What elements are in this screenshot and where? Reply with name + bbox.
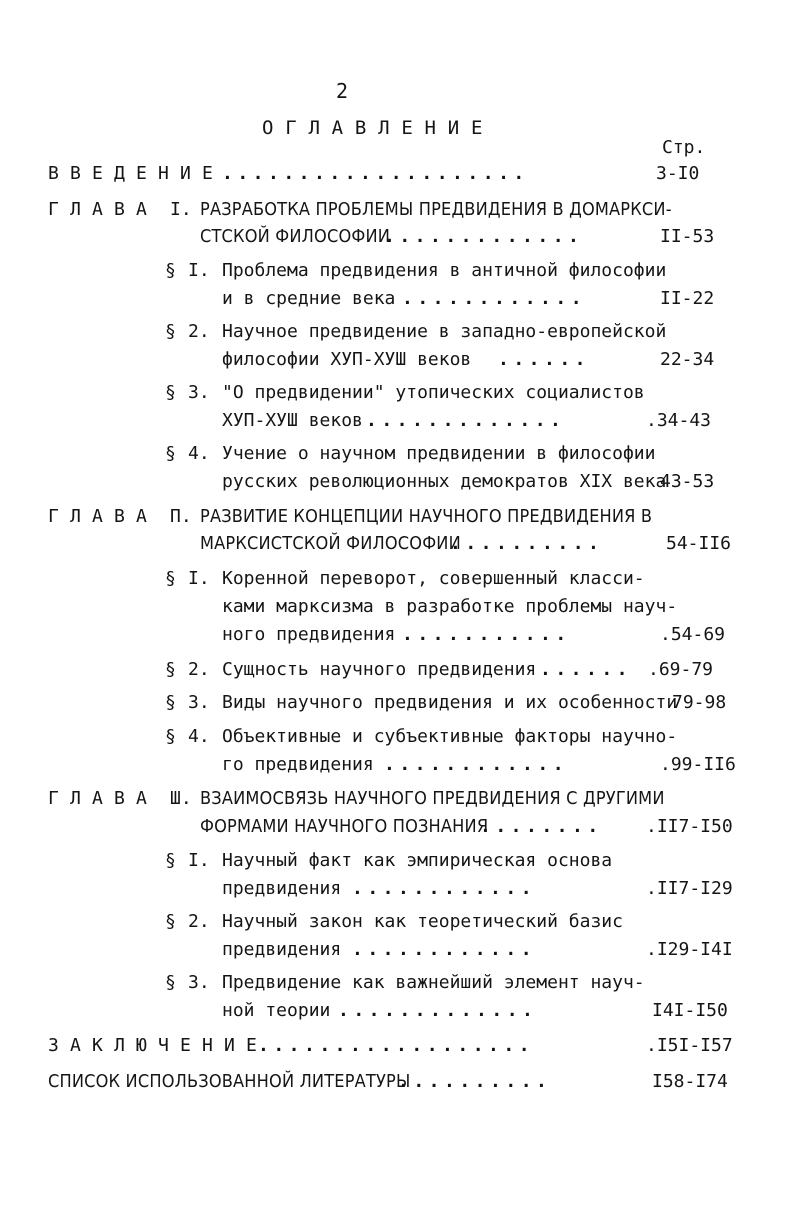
page-range: 3-I0 (656, 163, 700, 184)
section-sign: § (165, 443, 176, 464)
leader-dots: .................. (258, 1035, 535, 1056)
section-title: "О предвидении" утопических социалистов (222, 382, 645, 403)
section-sign: § (165, 972, 176, 993)
chapter-label: ГЛАВА (48, 199, 158, 220)
section-title-cont: предвидения (222, 939, 342, 960)
leader-dots: ............ (352, 939, 537, 960)
page-range: II-22 (660, 288, 715, 309)
chapter-label: ГЛАВА (48, 788, 158, 809)
section-title: Сущность научного предвидения (222, 659, 537, 680)
section-sign: § (165, 911, 176, 932)
chapter-number: I. (170, 199, 192, 220)
leader-dots: ............ (352, 878, 537, 899)
leader-dots: ............ (384, 754, 569, 775)
section-title-cont: предвидения (222, 878, 342, 899)
section-sign: § (165, 692, 176, 713)
leader-dots: ...... (498, 349, 591, 370)
bibliography-label: СПИСОК ИСПОЛЬЗОВАННОЙ ЛИТЕРАТУРЫ (48, 1071, 411, 1092)
section-number: 4. (188, 726, 210, 747)
section-title-cont: русских революционных демократов XIX века (222, 471, 667, 492)
leader-dots: ............. (338, 1000, 538, 1021)
page-range: 54-II6 (666, 533, 732, 554)
conclusion-label: ЗАКЛЮЧЕНИЕ (48, 1035, 268, 1056)
section-number: 2. (188, 659, 210, 680)
page-range: .99-II6 (660, 754, 736, 775)
section-title-cont: философии ХУП-ХУШ веков (222, 349, 472, 370)
section-title-cont: ками марксизма в разработке проблемы науч- (222, 596, 678, 617)
section-title: Коренной переворот, совершенный класси- (222, 568, 645, 589)
section-number: I. (188, 260, 210, 281)
page-range: .34-43 (646, 410, 712, 431)
section-sign: § (165, 726, 176, 747)
section-title: Предвидение как важнейший элемент науч- (222, 972, 645, 993)
section-title: Научный закон как теоретический базис (222, 911, 623, 932)
page-range: .II7-I29 (646, 878, 733, 899)
section-sign: § (165, 659, 176, 680)
leader-dots: .......... (450, 533, 604, 554)
section-title-cont: и в средние века (222, 288, 396, 309)
chapter-label: ГЛАВА (48, 506, 158, 527)
chapter-title-cont: МАРКСИСТСКОЙ ФИЛОСОФИИ (200, 533, 461, 554)
section-number: 2. (188, 321, 210, 342)
section-title: Объективные и субъективные факторы научно- (222, 726, 678, 747)
section-number: 3. (188, 692, 210, 713)
page-range: .II7-I50 (646, 816, 733, 837)
section-number: 3. (188, 972, 210, 993)
leader-dots: ........ (480, 816, 603, 837)
chapter-title: РАЗРАБОТКА ПРОБЛЕМЫ ПРЕДВИДЕНИЯ В ДОМАРКСИ- (200, 199, 672, 220)
leader-dots: .......... (398, 1071, 552, 1092)
section-title-cont: ной теории (222, 1000, 331, 1021)
section-number: 3. (188, 382, 210, 403)
chapter-number: Ш. (170, 788, 192, 809)
section-sign: § (165, 382, 176, 403)
leader-dots: ............. (384, 226, 584, 247)
leader-dots: ...... (540, 659, 633, 680)
leader-dots: ............. (366, 410, 566, 431)
section-sign: § (165, 260, 176, 281)
section-sign: § (165, 850, 176, 871)
leader-dots: ........... (402, 624, 571, 645)
chapter-title: РАЗВИТИЕ КОНЦЕПЦИИ НАУЧНОГО ПРЕДВИДЕНИЯ В (200, 506, 653, 527)
page-range: .I29-I4I (646, 939, 733, 960)
section-number: 4. (188, 443, 210, 464)
page-range: I4I-I50 (652, 1000, 728, 1021)
page-range: .69-79 (648, 659, 714, 680)
section-title: Учение о научном предвидении в философии (222, 443, 656, 464)
page-title: ОГЛАВЛЕНИЕ (262, 117, 495, 139)
section-number: I. (188, 850, 210, 871)
section-title-cont: ного предвидения (222, 624, 396, 645)
section-title: Научное предвидение в западно-европейской (222, 321, 667, 342)
page-range: 79-98 (672, 692, 727, 713)
section-title: Проблема предвидения в античной философии (222, 260, 667, 281)
section-number: 2. (188, 911, 210, 932)
leader-dots: ............ (402, 288, 587, 309)
section-title-cont: го предвидения (222, 754, 374, 775)
page-number: 2 (336, 79, 349, 103)
section-sign: § (165, 568, 176, 589)
chapter-title-cont: СТСКОЙ ФИЛОСОФИИ (200, 226, 391, 247)
page-range: 22-34 (660, 349, 715, 370)
page-range: I58-I74 (652, 1071, 728, 1092)
chapter-title-cont: ФОРМАМИ НАУЧНОГО ПОЗНАНИЯ (200, 816, 489, 837)
page-range: .I5I-I57 (646, 1035, 733, 1056)
page-range: 43-53 (660, 471, 715, 492)
section-title-cont: ХУП-ХУШ веков (222, 410, 363, 431)
section-title: Научный факт как эмпирическая основа (222, 850, 613, 871)
leader-dots: .................... (222, 163, 529, 184)
section-sign: § (165, 321, 176, 342)
section-number: I. (188, 568, 210, 589)
page-range: II-53 (660, 226, 715, 247)
chapter-title: ВЗАИМОСВЯЗЬ НАУЧНОГО ПРЕДВИДЕНИЯ С ДРУГИМИ (200, 788, 665, 809)
page-range: .54-69 (660, 624, 726, 645)
section-title: Виды научного предвидения и их особенности (222, 692, 678, 713)
page-column-label: Стр. (662, 137, 706, 158)
chapter-number: П. (170, 506, 192, 527)
intro-label: ВВЕДЕНИЕ (48, 163, 224, 184)
